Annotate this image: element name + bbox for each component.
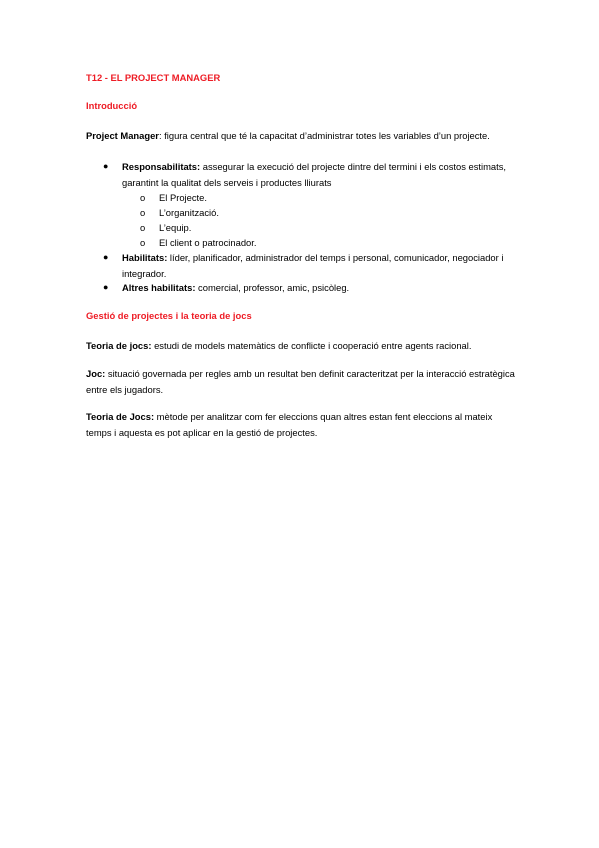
bullet-icon: ●: [103, 252, 109, 262]
sub-item-text: El client o patrocinador.: [159, 237, 257, 248]
bullet-text: [122, 159, 516, 190]
sub-bullet-icon: o: [140, 222, 146, 233]
bullet-desc: comercial, professor, amic, psicòleg.: [195, 282, 350, 293]
section-heading-gestio: Gestió de projectes i la teoria de jocs: [86, 310, 252, 321]
bullet-text: [122, 250, 516, 281]
paragraph-teoria-de-jocs-2: [86, 409, 516, 440]
sub-bullet-icon: o: [140, 192, 146, 203]
paragraph-text: situació governada per regles amb un resultat ben definit caracteritzat per la interacció estratègica entre els jugadors.: [86, 368, 515, 395]
sub-bullet-icon: o: [140, 207, 146, 218]
bullet-icon: ●: [103, 161, 109, 171]
paragraph-term: Joc:: [86, 368, 106, 379]
sub-item-text: L’organització.: [159, 207, 219, 218]
bullet-term: Altres habilitats:: [122, 282, 196, 293]
document-title: T12 - EL PROJECT MANAGER: [86, 72, 221, 83]
paragraph-teoria-de-jocs: [86, 338, 516, 354]
pm-term: Project Manager: [86, 130, 159, 141]
paragraph-text: estudi de models matemàtics de conflicte i cooperació entre agents racional.: [151, 340, 472, 351]
bullet-desc: assegurar la execució del projecte dintre del termini i els costos estimats, garantint la qualitat dels serveis i productes lliurats: [122, 161, 507, 188]
sub-item-text: L’equip.: [159, 222, 192, 233]
paragraph-term: Teoria de jocs:: [86, 340, 152, 351]
sub-item-text: El Projecte.: [159, 192, 207, 203]
bullet-desc: líder, planificador, administrador del temps i personal, comunicador, negociador i integrador.: [122, 252, 504, 279]
sub-bullet-icon: o: [140, 237, 146, 248]
bullet-text: [122, 280, 516, 296]
bullet-icon: ●: [103, 282, 109, 292]
section-heading-introduccio: Introducció: [86, 100, 138, 111]
paragraph-term: Teoria de Jocs:: [86, 411, 155, 422]
paragraph-text: mètode per analitzar com fer eleccions quan altres estan fent eleccions al mateix temps i aquesta es pot aplicar en la gestió de projectes.: [86, 411, 493, 438]
paragraph-joc: [86, 366, 516, 397]
bullet-term: Responsabilitats:: [122, 161, 201, 172]
project-manager-paragraph: [86, 128, 516, 144]
pm-definition: : figura central que té la capacitat d’administrar totes les variables d’un projecte.: [158, 130, 490, 141]
bullet-term: Habilitats:: [122, 252, 168, 263]
